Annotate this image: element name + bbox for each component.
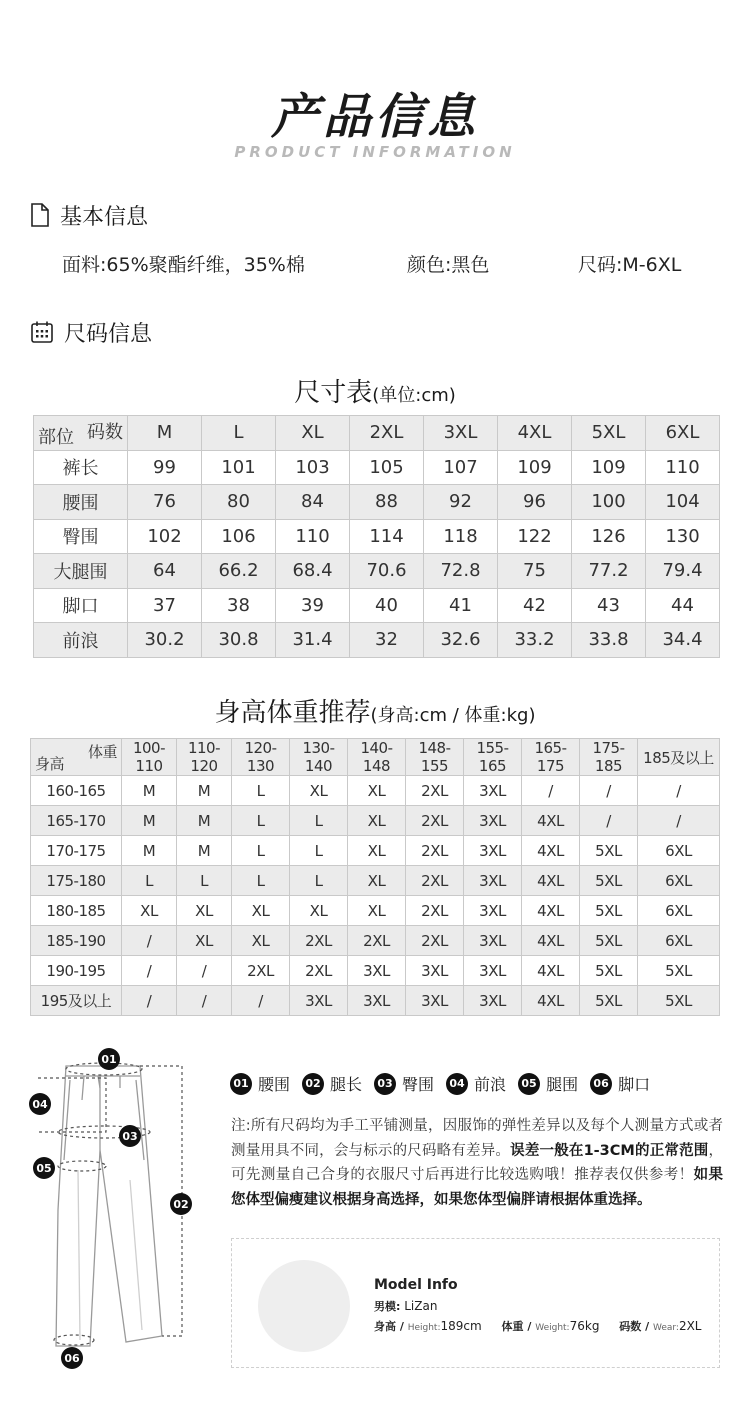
- table-cell: 70.6: [350, 554, 424, 589]
- table-cell: M: [177, 836, 232, 866]
- legend-num: 06: [590, 1073, 612, 1095]
- table-cell: 4XL: [522, 806, 580, 836]
- table-cell: M: [122, 836, 177, 866]
- table-cell: XL: [232, 896, 290, 926]
- marker-01: 01: [98, 1048, 120, 1070]
- legend-label: 腿围: [546, 1075, 579, 1094]
- table-cell: L: [232, 806, 290, 836]
- table-cell: 3XL: [464, 836, 522, 866]
- table-cell: 101: [202, 450, 276, 485]
- size-header-row: [34, 416, 720, 451]
- table-cell: 3XL: [348, 956, 406, 986]
- legend-label: 腿长: [330, 1075, 363, 1094]
- table-cell: 6XL: [638, 836, 720, 866]
- weight-header-cell: 165-175: [522, 739, 580, 776]
- table-cell: L: [290, 866, 348, 896]
- model-name-label: 男模:: [374, 1300, 401, 1313]
- corner-col-label: 体重: [87, 743, 117, 761]
- table-cell: 2XL: [406, 776, 464, 806]
- table-cell: XL: [122, 896, 177, 926]
- table-cell: 41: [424, 588, 498, 623]
- model-info: [374, 1277, 702, 1338]
- marker-06: 06: [61, 1347, 83, 1369]
- table-cell: 6XL: [638, 926, 720, 956]
- row-label: 180-185: [31, 896, 122, 926]
- table-row: [31, 986, 720, 1016]
- legend-num: 03: [374, 1073, 396, 1095]
- table-cell: 109: [498, 450, 572, 485]
- weight-header-cell: 175-185: [580, 739, 638, 776]
- table-cell: 126: [572, 519, 646, 554]
- legend-label: 臀围: [402, 1075, 435, 1094]
- table-cell: /: [177, 956, 232, 986]
- marker-02: 02: [170, 1193, 192, 1215]
- table-cell: L: [122, 866, 177, 896]
- rec-table: [30, 738, 720, 1016]
- table-cell: XL: [232, 926, 290, 956]
- table-cell: /: [580, 776, 638, 806]
- table-cell: 5XL: [580, 866, 638, 896]
- table-cell: 75: [498, 554, 572, 589]
- table-row: [31, 896, 720, 926]
- table-cell: 122: [498, 519, 572, 554]
- table-cell: 44: [646, 588, 720, 623]
- size-header-cell: 6XL: [646, 416, 720, 451]
- table-cell: 102: [128, 519, 202, 554]
- table-cell: 110: [276, 519, 350, 554]
- row-label: 腰围: [34, 485, 128, 520]
- table-cell: 2XL: [406, 926, 464, 956]
- model-stats-line: [374, 1318, 702, 1334]
- table-cell: 5XL: [580, 986, 638, 1016]
- table-cell: 37: [128, 588, 202, 623]
- row-label: 脚口: [34, 588, 128, 623]
- table-cell: 4XL: [522, 866, 580, 896]
- table-cell: 3XL: [464, 866, 522, 896]
- table-cell: M: [122, 776, 177, 806]
- measurement-note: [231, 1114, 723, 1212]
- table-cell: 42: [498, 588, 572, 623]
- table-cell: 4XL: [522, 986, 580, 1016]
- model-height-en: Height:: [407, 1323, 441, 1333]
- table-cell: XL: [177, 896, 232, 926]
- legend-item-thigh: [518, 1072, 578, 1095]
- size-header-cell: L: [202, 416, 276, 451]
- table-cell: /: [122, 956, 177, 986]
- row-label: 185-190: [31, 926, 122, 956]
- model-avatar: [258, 1260, 350, 1352]
- marker-03: 03: [119, 1125, 141, 1147]
- legend-num: 02: [302, 1073, 324, 1095]
- table-cell: 3XL: [406, 986, 464, 1016]
- table-row: [34, 588, 720, 623]
- table-cell: /: [177, 986, 232, 1016]
- table-cell: 106: [202, 519, 276, 554]
- table-cell: 107: [424, 450, 498, 485]
- size-table-unit: (单位:cm): [372, 385, 456, 406]
- table-cell: 80: [202, 485, 276, 520]
- row-label: 195及以上: [31, 986, 122, 1016]
- table-cell: 103: [276, 450, 350, 485]
- table-cell: 3XL: [464, 776, 522, 806]
- rec-header-row: [31, 739, 720, 776]
- table-cell: XL: [290, 776, 348, 806]
- table-cell: 3XL: [464, 956, 522, 986]
- model-size-en: Wear:: [652, 1323, 679, 1333]
- table-cell: 72.8: [424, 554, 498, 589]
- fabric-text: 面料:65%聚酯纤维，35%棉: [62, 254, 305, 276]
- row-label: 大腿围: [34, 554, 128, 589]
- weight-header-cell: 130-140: [290, 739, 348, 776]
- page-subtitle: PRODUCT INFORMATION: [234, 143, 516, 161]
- table-cell: 6XL: [638, 896, 720, 926]
- table-cell: L: [177, 866, 232, 896]
- marker-05: 05: [33, 1157, 55, 1179]
- table-cell: 77.2: [572, 554, 646, 589]
- table-cell: XL: [348, 866, 406, 896]
- weight-header-cell: 155-165: [464, 739, 522, 776]
- rec-table-title: [0, 692, 750, 729]
- table-cell: 3XL: [464, 926, 522, 956]
- legend-num: 01: [230, 1073, 252, 1095]
- table-cell: L: [290, 806, 348, 836]
- table-corner-cell: [31, 739, 122, 776]
- marker-04: 04: [29, 1093, 51, 1115]
- table-row: [31, 956, 720, 986]
- table-cell: 2XL: [406, 806, 464, 836]
- table-cell: 4XL: [522, 926, 580, 956]
- table-cell: XL: [177, 926, 232, 956]
- table-cell: 64: [128, 554, 202, 589]
- size-table: [33, 415, 720, 658]
- legend-label: 腰围: [258, 1075, 291, 1094]
- table-cell: 33.8: [572, 623, 646, 658]
- weight-header-cell: 140-148: [348, 739, 406, 776]
- legend-item-hip: [374, 1072, 434, 1095]
- model-weight-label: 体重 /: [501, 1320, 532, 1333]
- table-cell: 6XL: [638, 866, 720, 896]
- row-label: 臀围: [34, 519, 128, 554]
- table-cell: 96: [498, 485, 572, 520]
- row-label: 160-165: [31, 776, 122, 806]
- table-cell: /: [638, 806, 720, 836]
- table-row: [34, 485, 720, 520]
- table-cell: 109: [572, 450, 646, 485]
- table-cell: M: [177, 806, 232, 836]
- note-part-2: 误差一般在1-3CM的正常范围: [510, 1142, 709, 1159]
- row-label: 165-170: [31, 806, 122, 836]
- table-cell: L: [232, 836, 290, 866]
- table-row: [31, 926, 720, 956]
- table-cell: 104: [646, 485, 720, 520]
- legend-label: 脚口: [618, 1075, 651, 1094]
- table-cell: 30.2: [128, 623, 202, 658]
- size-info-heading: [30, 317, 152, 347]
- table-cell: 3XL: [290, 986, 348, 1016]
- legend-item-rise: [446, 1072, 506, 1095]
- table-cell: 3XL: [464, 896, 522, 926]
- table-cell: 2XL: [406, 866, 464, 896]
- table-cell: 84: [276, 485, 350, 520]
- table-cell: L: [290, 836, 348, 866]
- table-cell: 4XL: [522, 836, 580, 866]
- table-cell: 100: [572, 485, 646, 520]
- legend-num: 05: [518, 1073, 540, 1095]
- model-size-label: 码数 /: [619, 1320, 650, 1333]
- size-header-cell: 4XL: [498, 416, 572, 451]
- table-cell: 32.6: [424, 623, 498, 658]
- table-cell: 38: [202, 588, 276, 623]
- table-cell: 68.4: [276, 554, 350, 589]
- table-cell: 33.2: [498, 623, 572, 658]
- table-cell: 5XL: [638, 956, 720, 986]
- table-cell: 5XL: [580, 956, 638, 986]
- legend-item-hem: [590, 1072, 650, 1095]
- table-cell: 5XL: [580, 896, 638, 926]
- note-part-4: 如果您体型偏瘦建议根据身高选择，如果您体型偏胖请根据体重选择。: [231, 1167, 723, 1208]
- table-cell: 40: [350, 588, 424, 623]
- model-height-label: 身高 /: [374, 1320, 404, 1333]
- table-row: [31, 776, 720, 806]
- row-label: 裤长: [34, 450, 128, 485]
- table-cell: /: [122, 926, 177, 956]
- table-row: [31, 806, 720, 836]
- table-cell: 4XL: [522, 896, 580, 926]
- note-part-1: 注:所有尺码均为手工平铺测量，因服饰的弹性差异以及每个人测量方式或者测量用具不同，会与标示的尺码略有差异。: [231, 1118, 723, 1159]
- weight-header-cell: 100-110: [122, 739, 177, 776]
- size-header-cell: M: [128, 416, 202, 451]
- basic-info-label: 基本信息: [60, 204, 149, 230]
- size-header-cell: 2XL: [350, 416, 424, 451]
- table-cell: 114: [350, 519, 424, 554]
- page-title: 产品信息: [270, 89, 479, 145]
- size-header-cell: 3XL: [424, 416, 498, 451]
- table-cell: 110: [646, 450, 720, 485]
- legend-item-waist: [230, 1072, 290, 1095]
- table-cell: L: [232, 866, 290, 896]
- color-text: 颜色:黑色: [407, 254, 490, 276]
- basic-info-heading: [30, 200, 148, 230]
- size-table-title-text: 尺寸表: [294, 378, 373, 408]
- size-table-title: [0, 372, 750, 409]
- table-cell: 2XL: [232, 956, 290, 986]
- table-cell: 79.4: [646, 554, 720, 589]
- table-row: [34, 519, 720, 554]
- legend-item-leg-length: [302, 1072, 362, 1095]
- table-cell: 32: [350, 623, 424, 658]
- weight-header-cell: 148-155: [406, 739, 464, 776]
- table-cell: XL: [348, 896, 406, 926]
- table-cell: 118: [424, 519, 498, 554]
- table-cell: 76: [128, 485, 202, 520]
- model-name: LiZan: [404, 1299, 438, 1313]
- table-cell: L: [232, 776, 290, 806]
- model-weight-en: Weight:: [535, 1323, 570, 1333]
- table-cell: XL: [348, 836, 406, 866]
- table-cell: 39: [276, 588, 350, 623]
- table-cell: 99: [128, 450, 202, 485]
- table-cell: 43: [572, 588, 646, 623]
- model-height: 189cm: [440, 1319, 482, 1333]
- row-label: 前浪: [34, 623, 128, 658]
- table-cell: 4XL: [522, 956, 580, 986]
- table-cell: /: [580, 806, 638, 836]
- table-cell: 3XL: [464, 806, 522, 836]
- table-row: [34, 623, 720, 658]
- document-icon: [30, 203, 50, 227]
- table-cell: 31.4: [276, 623, 350, 658]
- legend-label: 前浪: [474, 1075, 507, 1094]
- calendar-icon: [30, 320, 54, 344]
- table-cell: 2XL: [406, 836, 464, 866]
- size-info-label: 尺码信息: [64, 321, 153, 347]
- size-header-cell: 5XL: [572, 416, 646, 451]
- table-cell: 105: [350, 450, 424, 485]
- row-label: 170-175: [31, 836, 122, 866]
- table-cell: /: [122, 986, 177, 1016]
- table-cell: 5XL: [580, 836, 638, 866]
- table-cell: XL: [290, 896, 348, 926]
- corner-row-label: 身高: [35, 755, 65, 773]
- table-row: [31, 836, 720, 866]
- model-info-box: [231, 1238, 720, 1368]
- table-corner-cell: [34, 416, 128, 451]
- table-cell: /: [232, 986, 290, 1016]
- model-size: 2XL: [678, 1319, 702, 1333]
- table-cell: 5XL: [580, 926, 638, 956]
- size-range-text: 尺码:M-6XL: [578, 254, 682, 276]
- note-part-3: ，可先测量自己合身的衣服尺寸后再进行比较选购哦！推荐表仅供参考！: [231, 1142, 723, 1183]
- rec-table-title-text: 身高体重推荐: [214, 698, 371, 728]
- table-cell: M: [177, 776, 232, 806]
- rec-table-unit: (身高:cm / 体重:kg): [370, 705, 536, 726]
- corner-col-label: 码数: [87, 422, 123, 443]
- weight-header-cell: 120-130: [232, 739, 290, 776]
- model-info-heading: Model Info: [374, 1277, 458, 1293]
- table-cell: 66.2: [202, 554, 276, 589]
- table-cell: 2XL: [290, 956, 348, 986]
- table-cell: XL: [348, 776, 406, 806]
- table-cell: 5XL: [638, 986, 720, 1016]
- weight-header-cell: 110-120: [177, 739, 232, 776]
- table-row: [34, 450, 720, 485]
- table-cell: XL: [348, 806, 406, 836]
- legend-num: 04: [446, 1073, 468, 1095]
- table-cell: 2XL: [348, 926, 406, 956]
- row-label: 190-195: [31, 956, 122, 986]
- size-header-cell: XL: [276, 416, 350, 451]
- table-cell: 3XL: [348, 986, 406, 1016]
- table-cell: M: [122, 806, 177, 836]
- corner-row-label: 部位: [38, 426, 74, 448]
- table-row: [31, 866, 720, 896]
- table-cell: 130: [646, 519, 720, 554]
- table-cell: /: [638, 776, 720, 806]
- table-cell: 92: [424, 485, 498, 520]
- model-name-line: [374, 1298, 702, 1314]
- measurement-legend: [230, 1072, 650, 1095]
- table-cell: 2XL: [290, 926, 348, 956]
- table-cell: /: [522, 776, 580, 806]
- table-cell: 3XL: [464, 986, 522, 1016]
- table-cell: 2XL: [406, 896, 464, 926]
- table-cell: 88: [350, 485, 424, 520]
- weight-header-cell: 185及以上: [638, 739, 720, 776]
- table-cell: 30.8: [202, 623, 276, 658]
- model-weight: 76kg: [569, 1319, 600, 1333]
- table-cell: 3XL: [406, 956, 464, 986]
- row-label: 175-180: [31, 866, 122, 896]
- table-row: [34, 554, 720, 589]
- table-cell: 34.4: [646, 623, 720, 658]
